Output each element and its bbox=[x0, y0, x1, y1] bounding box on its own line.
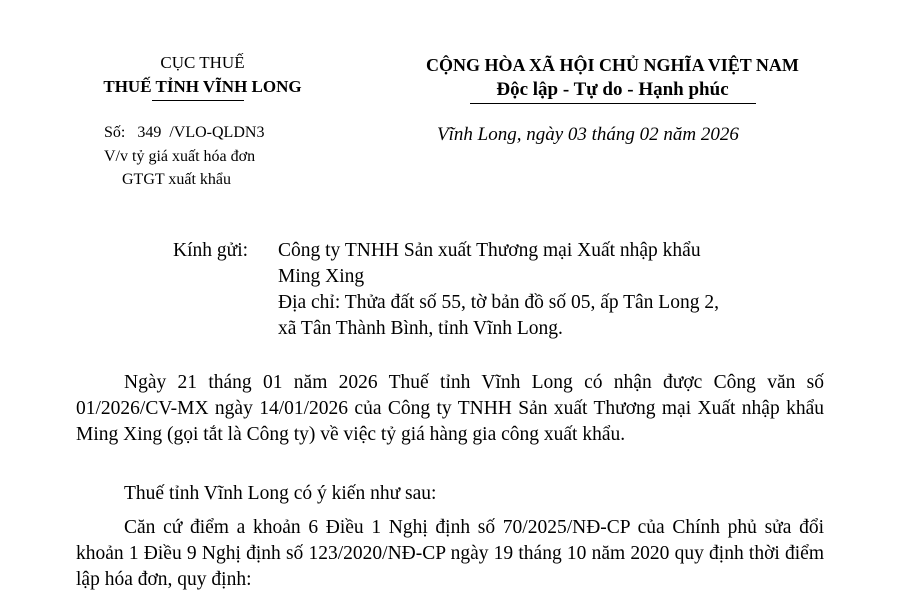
recipient-address-line2: xã Tân Thành Bình, tỉnh Vĩnh Long. bbox=[278, 318, 563, 339]
motto-underline bbox=[470, 103, 756, 104]
agency-name: CỤC THUẾ bbox=[160, 53, 245, 72]
recipient-label: Kính gửi: bbox=[173, 240, 249, 261]
recipient-address-line1: Địa chỉ: Thửa đất số 55, tờ bản đồ số 05, ấp Tân Long 2, bbox=[278, 292, 719, 313]
document-number-suffix: /VLO-QLDN3 bbox=[169, 124, 265, 141]
subject-line-2: GTGT xuất khẩu bbox=[122, 171, 232, 188]
place-date: Vĩnh Long, ngày 03 tháng 02 năm 2026 bbox=[437, 124, 739, 145]
document-number-value: 349 bbox=[137, 124, 162, 141]
national-title: CỘNG HÒA XÃ HỘI CHỦ NGHĨA VIỆT NAM bbox=[426, 55, 799, 75]
body-paragraph-1: Ngày 21 tháng 01 năm 2026 Thuế tỉnh Vĩnh Long có nhận được Công văn số 01/2026/CV-MX ngày 14/01/2026 của Công ty TNHH Sản xuất Thương mại Xuất nhập khẩu Ming Xing (gọi tắt là Công ty) về việc tỷ giá hàng gia công xuất khẩu. bbox=[76, 372, 824, 445]
body-paragraph-2: Thuế tỉnh Vĩnh Long có ý kiến như sau: bbox=[124, 483, 437, 504]
national-motto: Độc lập - Tự do - Hạnh phúc bbox=[496, 79, 729, 100]
body-paragraph-3: Căn cứ điểm a khoản 6 Điều 1 Nghị định số 70/2025/NĐ-CP của Chính phủ sửa đổi khoản 1 Điều 9 Nghị định số 123/2020/NĐ-CP ngày 19 tháng 10 năm 2020 quy định thời điểm lập hóa đơn, quy định: bbox=[76, 517, 824, 590]
recipient-name-line2: Ming Xing bbox=[278, 266, 365, 287]
document-number-label: Số: bbox=[104, 124, 126, 141]
subject-line-1: V/v tỷ giá xuất hóa đơn bbox=[104, 148, 256, 165]
document-number bbox=[104, 124, 264, 142]
agency-subname: THUẾ TỈNH VĨNH LONG bbox=[103, 77, 302, 96]
agency-underline bbox=[152, 100, 244, 101]
recipient-name-line1: Công ty TNHH Sản xuất Thương mại Xuất nhập khẩu bbox=[278, 240, 701, 261]
